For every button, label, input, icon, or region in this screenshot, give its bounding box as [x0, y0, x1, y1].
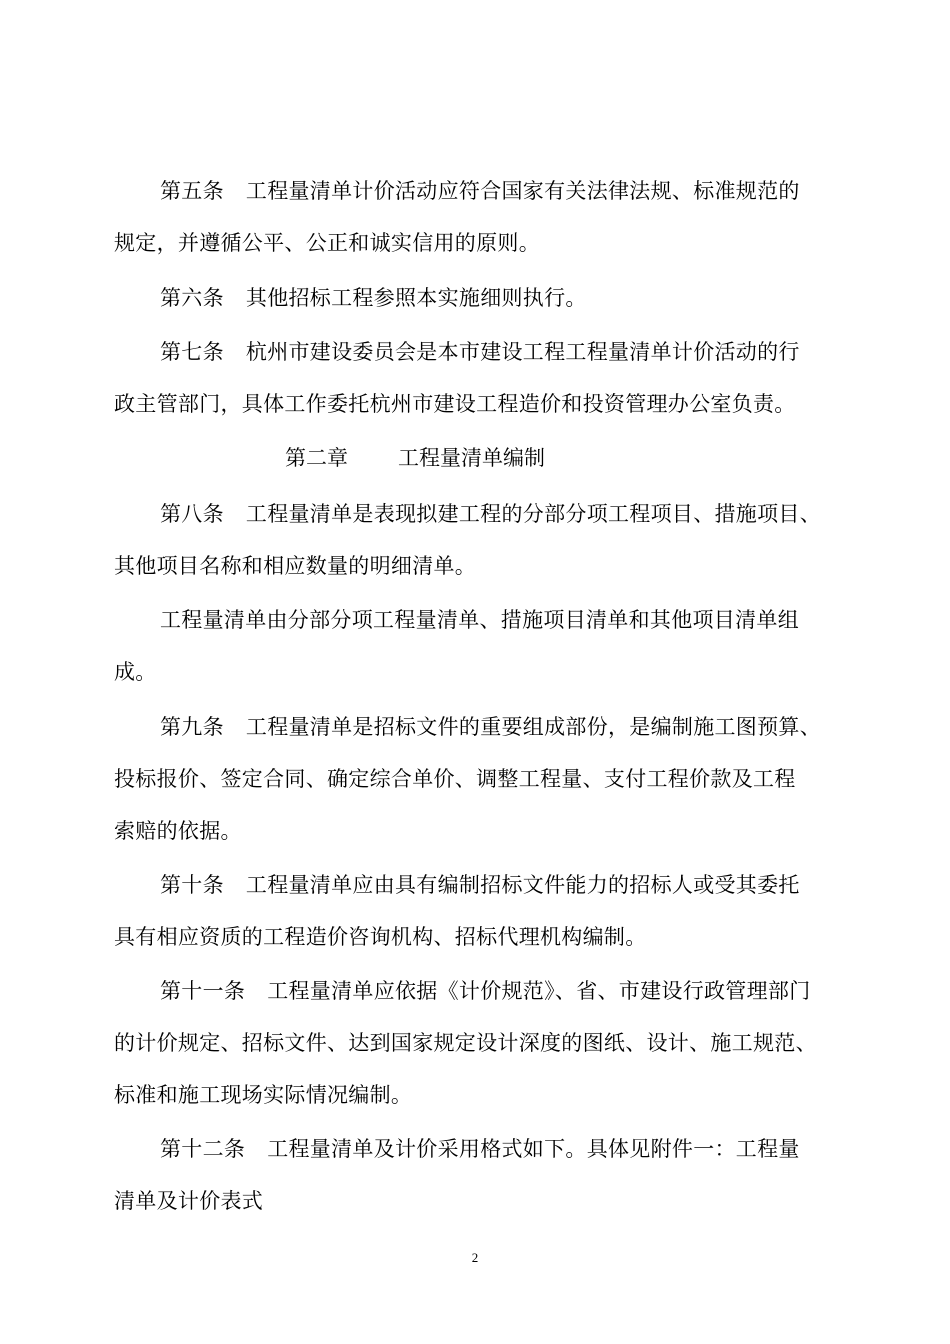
chapter-number: 第二章 [285, 446, 348, 470]
page-number: 2 [471, 1250, 479, 1265]
article-8-text-1: 工程量清单是表现拟建工程的分部分项工程项目、措施项目、 [245, 502, 822, 526]
article-5-line-1 [160, 176, 800, 206]
article-9-line-2: 投标报价、签定合同、确定综合单价、调整工程量、支付工程价款及工程 [114, 767, 796, 791]
article-7-line-1 [160, 337, 800, 367]
article-9-line-3: 索赔的依据。 [114, 819, 242, 843]
article-10-line-1 [160, 870, 800, 900]
article-11-line-1 [160, 976, 811, 1006]
article-5-text-1: 工程量清单计价活动应符合国家有关法律法规、标准规范的 [245, 179, 800, 203]
paragraph-8b-line-1: 工程量清单由分部分项工程量清单、措施项目清单和其他项目清单组 [160, 608, 799, 632]
article-5-label: 第五条 [160, 179, 224, 203]
article-9-label: 第九条 [160, 715, 224, 739]
article-10-text-1: 工程量清单应由具有编制招标文件能力的招标人或受其委托 [245, 873, 800, 897]
article-12-line-2: 清单及计价表式 [114, 1189, 264, 1213]
chapter-title: 工程量清单编制 [398, 446, 545, 470]
article-5-line-2: 规定，并遵循公平、公正和诚实信用的原则。 [114, 231, 540, 255]
article-10-line-2: 具有相应资质的工程造价咨询机构、招标代理机构编制。 [114, 925, 647, 949]
paragraph-8b-line-2: 成。 [114, 660, 157, 684]
article-9-line-1 [160, 712, 821, 742]
article-6-label: 第六条 [160, 286, 224, 310]
article-11-line-2: 的计价规定、招标文件、达到国家规定设计深度的图纸、设计、施工规范、 [114, 1031, 817, 1055]
article-8-line-2: 其他项目名称和相应数量的明细清单。 [114, 554, 477, 578]
article-8-line-1 [160, 499, 821, 529]
article-12-text-1: 工程量清单及计价采用格式如下。具体见附件一：工程量 [267, 1137, 800, 1161]
article-6-text-1: 其他招标工程参照本实施细则执行。 [245, 286, 587, 310]
article-10-label: 第十条 [160, 873, 224, 897]
article-7-line-2: 政主管部门，具体工作委托杭州市建设工程造价和投资管理办公室负责。 [114, 392, 796, 416]
article-6-line-1 [160, 283, 587, 313]
chapter-heading [285, 443, 545, 473]
article-11-text-1: 工程量清单应依据《计价规范》、省、市建设行政管理部门 [267, 979, 811, 1003]
article-11-label: 第十一条 [160, 979, 246, 1003]
article-11-line-3: 标准和施工现场实际情况编制。 [114, 1083, 413, 1107]
article-7-text-1: 杭州市建设委员会是本市建设工程工程量清单计价活动的行 [245, 340, 800, 364]
article-12-line-1 [160, 1134, 800, 1164]
article-12-label: 第十二条 [160, 1137, 246, 1161]
article-9-text-1: 工程量清单是招标文件的重要组成部份，是编制施工图预算、 [245, 715, 822, 739]
article-8-label: 第八条 [160, 502, 224, 526]
article-7-label: 第七条 [160, 340, 224, 364]
